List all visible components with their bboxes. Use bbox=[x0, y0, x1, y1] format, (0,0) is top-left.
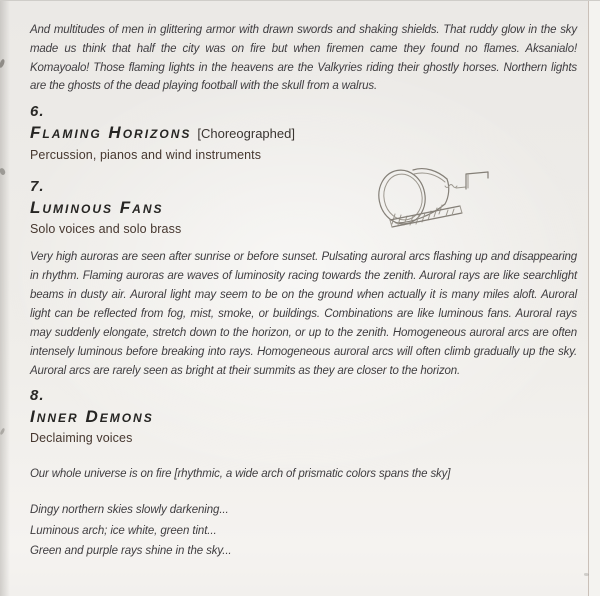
track-annotation: [Choreographed] bbox=[197, 126, 295, 141]
track-title-text: Luminous Fans bbox=[30, 198, 164, 217]
track-title bbox=[30, 198, 181, 218]
lyrics-block bbox=[30, 500, 232, 562]
track-title-text: Flaming Horizons bbox=[30, 123, 192, 142]
track-title-text: Inner Demons bbox=[30, 407, 154, 426]
scan-right-edge-seam bbox=[588, 1, 600, 596]
track-title bbox=[30, 123, 295, 144]
track-section-7 bbox=[30, 178, 181, 237]
scan-speck bbox=[0, 59, 6, 69]
scan-speck bbox=[0, 428, 6, 436]
track-instrumentation: Solo voices and solo brass bbox=[30, 222, 182, 236]
aurora-paragraph: Very high auroras are seen after sunrise or before sunset. Pulsating auroral arcs flashing up and disappearing in rhythm. Flaming auroras are waves of luminosity racing towards the zenith. Auroral rays are like searchlight beams in dusty air. Auroral light may seem to be on the ground when actually it is many miles aloft. Auroral light can be reflected from fog, mist, smoke, or buildings. Combinations are like luminous fans. Auroral rays may suddenly elongate, stretch down to the horizon, or up to the zenith. Homogeneous auroral arcs are often intensely luminous before breaking into rays. Homogeneous auroral arcs will often climb gradually up the sky. Auroral arcs are rarely seen as bright at their summits as they are closer to the horizon. bbox=[30, 251, 577, 377]
scan-speck bbox=[584, 573, 589, 576]
track-section-8 bbox=[30, 387, 154, 446]
intro-paragraph: And multitudes of men in glittering armor with drawn swords and shaking shields. That ruddy glow in the sky made us think that half the city was on fire but when firemen came they found no flames. Aksanialo! Komayoalo! Those flaming lights in the heavens are the Valkyries riding their ghostly horses. Northern lights are the ghosts of the dead playing football with the skull from a walrus. bbox=[30, 24, 577, 93]
track-section-6 bbox=[30, 103, 295, 163]
track-number: 6. bbox=[30, 103, 45, 120]
track-number: 7. bbox=[30, 178, 45, 195]
track-instrumentation: Percussion, pianos and wind instruments bbox=[30, 148, 262, 162]
libretto-line: Our whole universe is on fire [rhythmic, a wide arch of prismatic colors spans the sky] bbox=[30, 468, 451, 480]
scan-left-edge-shadow bbox=[0, 1, 10, 596]
drum-illustration bbox=[362, 152, 492, 246]
track-number: 8. bbox=[30, 387, 45, 404]
track-instrumentation: Declaiming voices bbox=[30, 431, 133, 445]
track-title bbox=[30, 407, 154, 427]
lyric-line: Luminous arch; ice white, green tint... bbox=[30, 524, 217, 537]
lyric-line: Dingy northern skies slowly darkening... bbox=[30, 504, 229, 516]
lyric-line: Green and purple rays shine in the sky... bbox=[30, 545, 232, 557]
scan-speck bbox=[0, 167, 6, 175]
